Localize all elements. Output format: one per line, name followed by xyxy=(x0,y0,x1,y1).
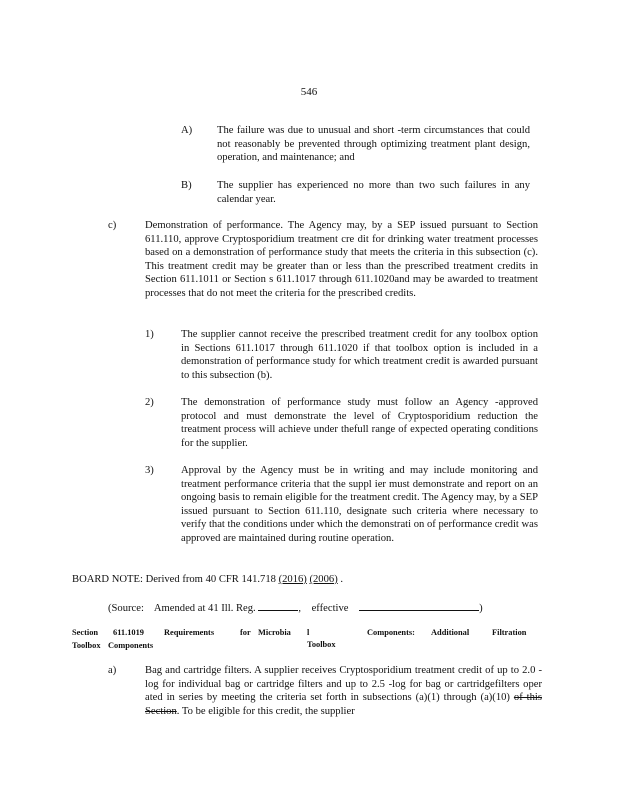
struck-text: of this Section xyxy=(145,692,542,717)
source-close: ) xyxy=(479,603,483,614)
heading-word: 611.1019 xyxy=(113,628,144,637)
list-item-a-text: The failure was due to unusual and short -term circumstances that could not reasonably be prevented through optimizing treatment plant design, operation, and maintenance; and xyxy=(217,125,530,164)
list-label-b: B) xyxy=(181,180,192,191)
heading-word: Toolbox xyxy=(72,641,101,650)
paragraph-a-text-before: Bag and cartridge filters. A supplier receives Cryptosporidium treatment credit of up to 2.0 -log for individual bag or cartridge filters and up to 2.5 -log for bag or cartridgefilters oper ated in series by meeting the criteria set forth in subsections (a)(1) through (a)(10) xyxy=(145,665,542,704)
source-label: (Source: xyxy=(108,603,144,614)
paragraph-label-a: a) xyxy=(108,665,117,676)
reg-volume-blank xyxy=(258,600,298,611)
source-effective: effective xyxy=(311,603,349,614)
paragraph-a-text xyxy=(145,664,542,718)
board-note xyxy=(72,573,343,587)
board-note-text: BOARD NOTE: Derived from 40 CFR 141.718 xyxy=(72,574,276,585)
heading-word: l Toolbox xyxy=(307,628,336,649)
item-2-text: The demonstration of performance study must follow an Agency -approved protocol and must demonstrate the level of Cryptosporidium reduction the treatment process will achieve under thefull range of expected operating conditions for the supplier. xyxy=(181,397,538,449)
paragraph-a-text-after: . To be eligible for this credit, the supplier xyxy=(176,705,355,717)
item-label-1: 1) xyxy=(145,329,154,340)
paragraph-label-c: c) xyxy=(108,220,117,231)
paragraph-c-text: Demonstration of performance. The Agency may, by a SEP issued pursuant to Section 611.110, approve Cryptosporidium treatment cre dit for drinking water treatment processes based on a demonstration of performance study that meets the criteria in this subsection (c). This treatment credit may be greater than or less than the prescribed treatment credits in Section 611.1011 or Section s 611.1017 through 611.1020and may be awarded to treatment processes that do not meet the criteria for the prescribed credits. xyxy=(145,220,538,299)
source-line xyxy=(108,600,483,616)
heading-word: Requirements xyxy=(164,628,215,637)
item-label-3: 3) xyxy=(145,465,154,476)
page-number: 546 xyxy=(300,86,318,98)
item-3-text: Approval by the Agency must be in writing and may include monitoring and treatment performance criteria that the suppl ier must demonstrate and report on an ongoing basis to remain eligible for the treatment credit. The Agency may, by a SEP issued pursuant to Section 611.110, designate such criteria where necessary to verify that the conditions under which the demonstrati on of performance credit was approved are maintained during routine operation. xyxy=(181,465,538,544)
heading-word: Section xyxy=(72,628,99,637)
board-note-suffix: . xyxy=(340,574,344,585)
heading-word: Filtration xyxy=(492,628,527,637)
effective-date-blank xyxy=(359,600,479,611)
heading-word: Microbia xyxy=(258,628,291,637)
board-note-year-new: (2016) xyxy=(278,574,307,585)
source-comma: , xyxy=(298,603,302,614)
source-amended: Amended at 41 Ill. Reg. xyxy=(153,603,256,614)
heading-word: for xyxy=(240,628,251,637)
list-label-a: A) xyxy=(181,125,193,136)
heading-word: Components: xyxy=(367,628,415,637)
item-label-2: 2) xyxy=(145,397,154,408)
heading-word: Additional xyxy=(431,628,470,637)
heading-word: Components xyxy=(108,641,154,650)
board-note-year-old: (2006) xyxy=(309,574,338,585)
list-item-b-text: The supplier has experienced no more than two such failures in any calendar year. xyxy=(217,180,530,205)
item-1-text: The supplier cannot receive the prescribed treatment credit for any toolbox option in Sections 611.1017 through 611.1020 if that toolbox option is included in a demonstration of performance study for which treatment credit is awarded pursuant to this subsection (b). xyxy=(181,329,538,381)
